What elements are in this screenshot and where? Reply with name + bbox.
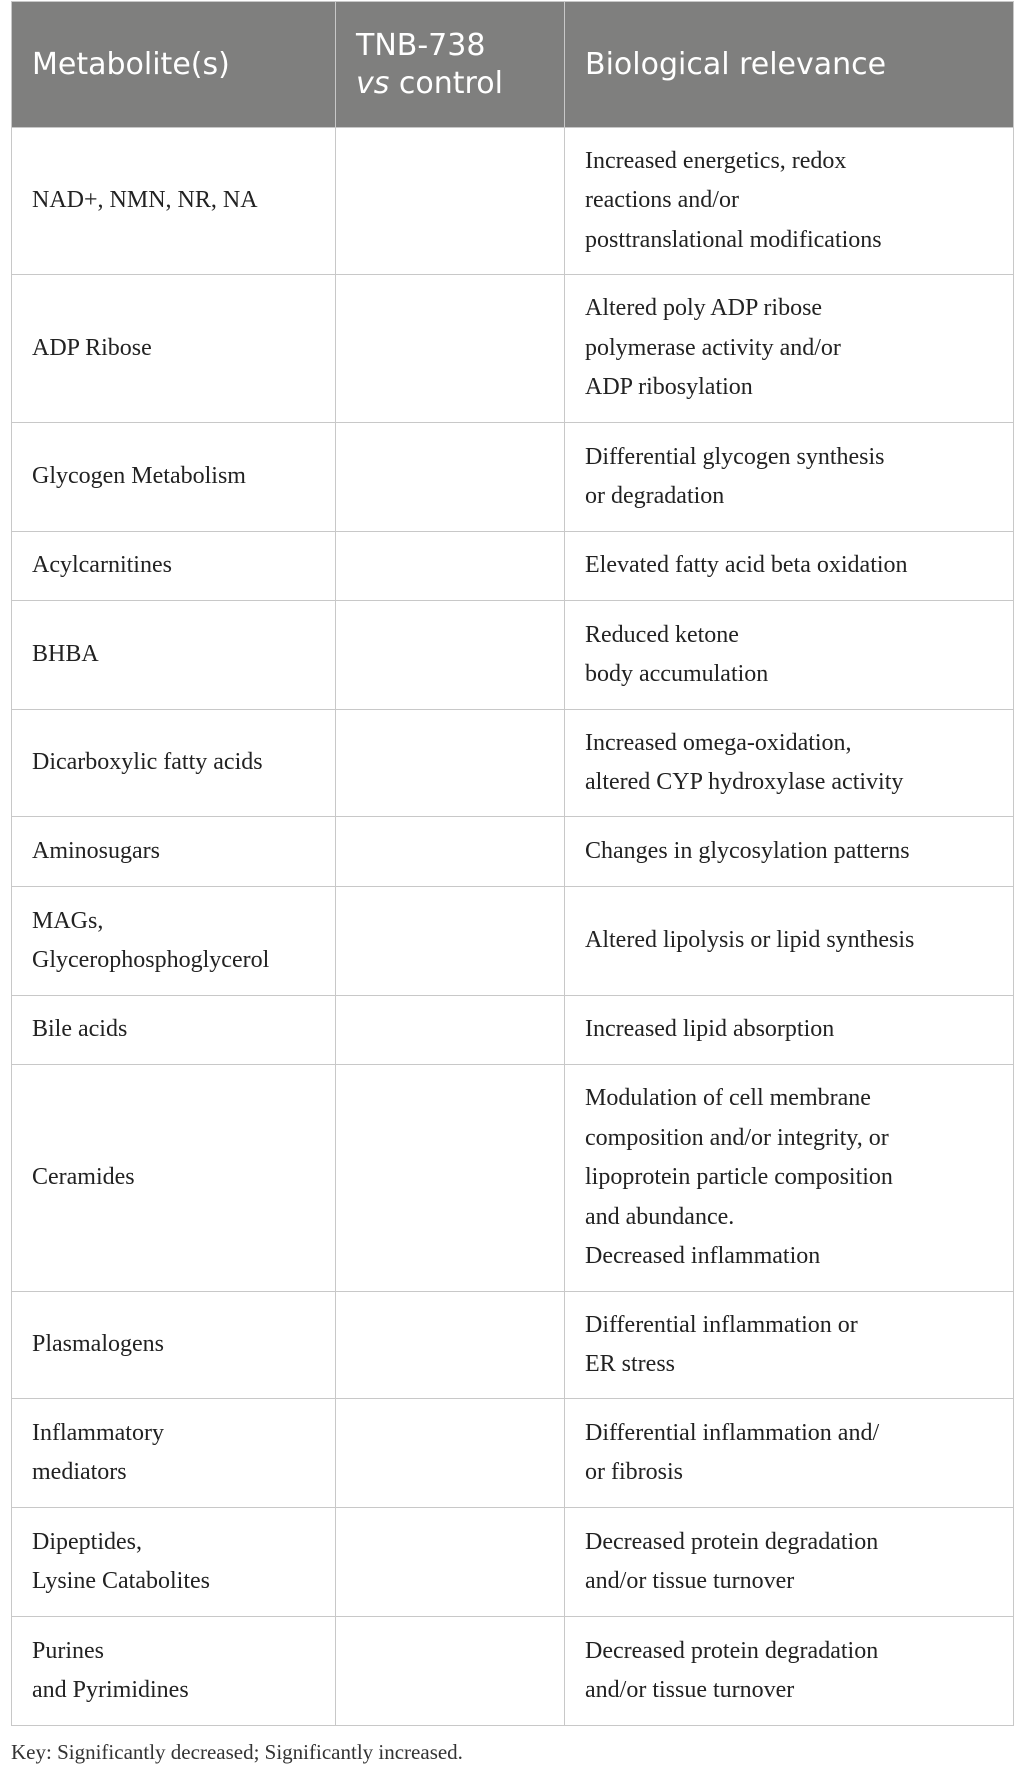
relevance-cell	[565, 1617, 1014, 1726]
header-comparison	[336, 2, 565, 128]
relevance-cell-line: Differential glycogen synthesis	[585, 443, 885, 470]
effect-cell	[336, 275, 565, 423]
table-row	[12, 601, 1014, 710]
relevance-cell	[565, 275, 1014, 423]
metabolite-cell: Dicarboxylic fatty acids	[12, 710, 336, 817]
relevance-cell-line: Elevated fatty acid beta oxidation	[585, 552, 908, 579]
relevance-cell-line: Increased lipid absorption	[585, 1016, 835, 1043]
metabolite-cell: Aminosugars	[12, 817, 336, 887]
relevance-cell-line: Decreased protein degradation	[585, 1528, 879, 1555]
table-row	[12, 1292, 1014, 1399]
metabolite-cell: BHBA	[12, 601, 336, 710]
relevance-cell-line: polymerase activity and/or	[585, 334, 841, 361]
table-row	[12, 1508, 1014, 1617]
relevance-cell-line: posttranslational modifications	[585, 226, 882, 253]
relevance-cell-line: Modulation of cell membrane	[585, 1085, 871, 1112]
effect-cell	[336, 887, 565, 996]
table-row	[12, 1399, 1014, 1508]
relevance-cell-line: Decreased inflammation	[585, 1243, 821, 1270]
table-row	[12, 710, 1014, 817]
table-row	[12, 532, 1014, 601]
relevance-cell-line: ER stress	[585, 1351, 675, 1377]
effect-cell	[336, 601, 565, 710]
metabolite-cell: Bile acids	[12, 996, 336, 1065]
relevance-cell-line: lipoprotein particle composition	[585, 1164, 893, 1191]
effect-cell	[336, 1065, 565, 1292]
relevance-cell-line: altered CYP hydroxylase activity	[585, 769, 904, 795]
metabolite-table	[11, 1, 1014, 1726]
metabolite-cell-line: Inflammatory	[32, 1419, 164, 1446]
relevance-cell-line: Reduced ketone	[585, 621, 739, 648]
relevance-cell-line: Decreased protein degradation	[585, 1637, 879, 1664]
metabolite-cell	[12, 887, 336, 996]
relevance-cell-line: reactions and/or	[585, 187, 739, 214]
effect-cell	[336, 710, 565, 817]
effect-cell	[336, 423, 565, 532]
metabolite-cell	[12, 1508, 336, 1617]
relevance-cell-line: ADP ribosylation	[585, 374, 753, 401]
header-metabolites: Metabolite(s)	[12, 2, 336, 128]
table-row	[12, 423, 1014, 532]
metabolite-cell: NAD+, NMN, NR, NA	[12, 128, 336, 275]
effect-cell	[336, 1508, 565, 1617]
effect-cell	[336, 817, 565, 887]
table-row	[12, 996, 1014, 1065]
relevance-cell-line: and abundance.	[585, 1203, 735, 1230]
table-row	[12, 1617, 1014, 1726]
relevance-cell	[565, 887, 1014, 996]
effect-cell	[336, 1292, 565, 1399]
header-comparison-rest: control	[389, 65, 503, 101]
effect-cell	[336, 532, 565, 601]
relevance-cell	[565, 1065, 1014, 1292]
relevance-cell	[565, 423, 1014, 532]
header-row	[12, 2, 1014, 128]
metabolite-cell: ADP Ribose	[12, 275, 336, 423]
header-relevance: Biological relevance	[565, 2, 1014, 128]
metabolite-cell-line: Dipeptides,	[32, 1528, 142, 1555]
header-vs: vs	[356, 65, 390, 101]
relevance-cell	[565, 710, 1014, 817]
relevance-cell	[565, 128, 1014, 275]
metabolite-cell	[12, 1399, 336, 1508]
header-comparison-line1: TNB-738	[356, 27, 486, 63]
metabolite-cell-line: and Pyrimidines	[32, 1677, 189, 1703]
metabolite-cell-line: Glycerophosphoglycerol	[32, 947, 270, 973]
relevance-cell	[565, 817, 1014, 887]
table-row	[12, 887, 1014, 996]
relevance-cell	[565, 996, 1014, 1065]
relevance-cell	[565, 601, 1014, 710]
relevance-cell-line: Differential inflammation and/	[585, 1419, 880, 1446]
metabolite-cell: Plasmalogens	[12, 1292, 336, 1399]
relevance-cell-line: Altered poly ADP ribose	[585, 295, 823, 322]
relevance-cell-line: Differential inflammation or	[585, 1311, 858, 1338]
relevance-cell-line: or degradation	[585, 483, 725, 509]
metabolite-cell: Ceramides	[12, 1065, 336, 1292]
metabolite-cell-line: MAGs,	[32, 907, 104, 934]
relevance-cell	[565, 532, 1014, 601]
table-row	[12, 817, 1014, 887]
relevance-cell-line: Changes in glycosylation patterns	[585, 837, 910, 864]
metabolite-cell-line: Lysine Catabolites	[32, 1568, 210, 1594]
effect-cell	[336, 128, 565, 275]
relevance-cell-line: body accumulation	[585, 661, 769, 687]
table-row	[12, 128, 1014, 275]
effect-cell	[336, 1399, 565, 1508]
effect-cell	[336, 1617, 565, 1726]
metabolite-cell: Glycogen Metabolism	[12, 423, 336, 532]
relevance-cell	[565, 1399, 1014, 1508]
relevance-cell-line: and/or tissue turnover	[585, 1568, 795, 1594]
table-key: Key: Significantly decreased; Significantly increased.	[11, 1740, 463, 1764]
metabolite-cell-line: Purines	[32, 1637, 104, 1664]
metabolite-cell-line: mediators	[32, 1459, 127, 1485]
relevance-cell	[565, 1292, 1014, 1399]
metabolite-cell: Acylcarnitines	[12, 532, 336, 601]
table-row	[12, 1065, 1014, 1292]
relevance-cell-line: Increased omega-oxidation,	[585, 729, 852, 756]
relevance-cell-line: and/or tissue turnover	[585, 1677, 795, 1703]
relevance-cell-line: Altered lipolysis or lipid synthesis	[585, 927, 915, 954]
relevance-cell-line: or fibrosis	[585, 1459, 683, 1485]
relevance-cell-line: composition and/or integrity, or	[585, 1124, 889, 1151]
relevance-cell	[565, 1508, 1014, 1617]
metabolite-cell	[12, 1617, 336, 1726]
relevance-cell-line: Increased energetics, redox	[585, 147, 847, 174]
effect-cell	[336, 996, 565, 1065]
table-row	[12, 275, 1014, 423]
